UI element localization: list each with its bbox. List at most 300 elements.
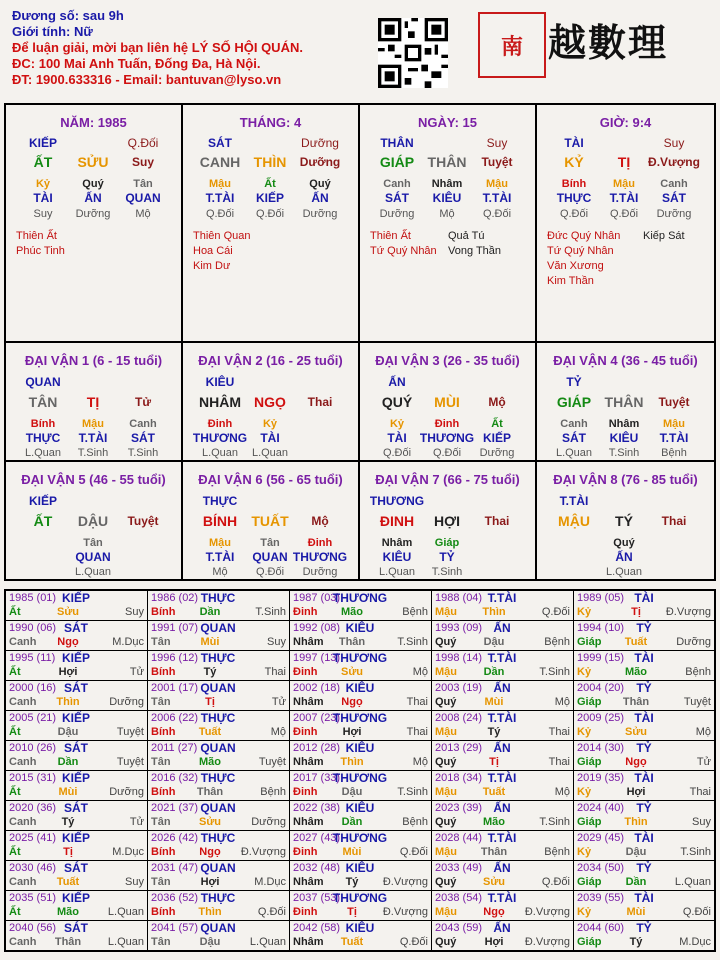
year-ten-god: QUAN xyxy=(200,681,236,695)
year-branch: Dần xyxy=(57,756,79,768)
year-cell[interactable] xyxy=(148,621,290,651)
year-ten-god: SÁT xyxy=(64,681,88,695)
year-stage: Thai xyxy=(548,726,570,738)
year-cell[interactable] xyxy=(432,861,574,891)
luck-cell[interactable] xyxy=(360,343,537,462)
pillar-stem-branch: ẤT xyxy=(33,154,53,170)
year-label: 2020 (36) xyxy=(9,802,57,814)
year-stage: T.Sinh xyxy=(680,846,711,858)
pillar-ten-god: THỰC xyxy=(556,191,592,205)
pillar-ten-god: T.TÀI xyxy=(205,191,235,205)
year-label: 2016 (32) xyxy=(151,772,199,784)
star-name: Vong Thần xyxy=(448,245,502,257)
year-cell[interactable] xyxy=(574,621,714,651)
year-stem: Ất xyxy=(9,906,21,918)
star-name: Kim Dư xyxy=(193,260,231,272)
year-stage: Bệnh xyxy=(544,636,570,648)
pillar-stage: Q.Đối xyxy=(609,208,639,220)
luck-cell[interactable] xyxy=(537,343,714,462)
year-label: 2032 (48) xyxy=(293,862,341,874)
year-branch: Dậu xyxy=(625,846,647,858)
star-name: Quả Tú xyxy=(448,230,485,242)
year-cell[interactable] xyxy=(432,831,574,861)
pillar-stage: Q.Đối xyxy=(255,208,285,220)
year-branch: Mão xyxy=(625,666,647,678)
year-stage: Đ.Vượng xyxy=(524,936,570,948)
year-label: 2017 (33) xyxy=(293,772,341,784)
year-cell[interactable] xyxy=(432,621,574,651)
year-branch: Hợi xyxy=(58,666,78,678)
luck-stage: Bệnh xyxy=(661,447,687,459)
year-label: 2034 (50) xyxy=(577,862,625,874)
year-ten-god: TỶ xyxy=(636,861,652,875)
luck-ten-god: T.TÀI xyxy=(78,431,108,445)
luck-stem-branch: HỢI xyxy=(434,513,460,529)
year-stem: Quý xyxy=(435,936,457,948)
luck-title: ĐẠI VẬN 2 (16 - 25 tuổi) xyxy=(198,353,343,368)
luck-stage: L.Quan xyxy=(201,447,239,459)
year-stage: M.Dục xyxy=(679,936,711,948)
luck-stage: L.Quan xyxy=(378,566,416,578)
year-stem: Đinh xyxy=(293,606,318,618)
year-label: 2042 (58) xyxy=(293,922,341,934)
luck-cell[interactable] xyxy=(360,462,537,579)
year-stage: Tuyệt xyxy=(258,756,286,768)
year-branch: Tý xyxy=(487,726,501,738)
luck-stem-branch: BÍNH xyxy=(202,513,238,529)
pillar-stars xyxy=(370,229,437,259)
luck-stem-branch: TÝ xyxy=(615,513,633,529)
year-stem: Canh xyxy=(9,876,37,888)
pillar-title: THÁNG: 4 xyxy=(239,115,302,130)
year-cell[interactable] xyxy=(148,741,290,771)
year-cell[interactable] xyxy=(432,771,574,801)
pillar-top: Q.Đối xyxy=(127,136,159,150)
year-stage: T.Sinh xyxy=(255,606,286,618)
year-stem: Quý xyxy=(435,636,457,648)
year-stage: Tuyệt xyxy=(116,756,144,768)
luck-hidden-stem: Kỷ xyxy=(262,418,278,430)
year-label: 2037 (53) xyxy=(293,892,341,904)
year-stem: Giáp xyxy=(577,936,602,948)
pillar-stem-branch: SỬU xyxy=(77,154,109,170)
year-stage: Bệnh xyxy=(544,846,570,858)
year-ten-god: ẤN xyxy=(493,621,511,635)
year-cell[interactable] xyxy=(432,681,574,711)
year-label: 2008 (24) xyxy=(435,712,483,724)
pillar-hidden-stem: Canh xyxy=(660,178,688,190)
luck-cell[interactable] xyxy=(183,462,360,579)
pillar-top: THÂN xyxy=(380,136,414,150)
year-label: 2023 (39) xyxy=(435,802,483,814)
year-stem: Kỷ xyxy=(577,786,592,798)
pillar-ten-god: SÁT xyxy=(385,191,409,205)
year-ten-god: ẤN xyxy=(493,801,511,815)
year-label: 2012 (28) xyxy=(293,742,341,754)
year-cell[interactable] xyxy=(432,711,574,741)
luck-stage: T.Sinh xyxy=(77,447,109,459)
star-name: Phúc Tinh xyxy=(16,245,65,257)
luck-title: ĐẠI VẬN 4 (36 - 45 tuổi) xyxy=(553,353,698,368)
year-stem: Tân xyxy=(151,696,171,708)
year-branch: Dần xyxy=(483,666,505,678)
luck-stem-branch: Thai xyxy=(307,395,333,409)
year-stage: Tuyệt xyxy=(116,726,144,738)
year-label: 2038 (54) xyxy=(435,892,483,904)
pillar-stem-branch: Tuyệt xyxy=(481,155,513,169)
pillar-stem-branch: Suy xyxy=(131,155,154,169)
year-cell[interactable] xyxy=(574,771,714,801)
star-name: Kim Thần xyxy=(547,275,594,287)
year-ten-god: SÁT xyxy=(64,921,88,935)
pillar-stage: Q.Đối xyxy=(205,208,235,220)
qr-code-icon[interactable] xyxy=(378,18,448,88)
year-cell[interactable] xyxy=(432,801,574,831)
luck-god: THỰC xyxy=(202,494,238,508)
pillar-title: NĂM: 1985 xyxy=(60,115,127,130)
pillar-title: GIỜ: 9:4 xyxy=(599,115,652,130)
year-ten-god: THƯƠNG xyxy=(332,891,388,905)
year-cell[interactable] xyxy=(6,681,148,711)
year-cell[interactable] xyxy=(148,771,290,801)
year-cell[interactable] xyxy=(148,831,290,861)
luck-stem-branch: ẤT xyxy=(33,513,53,529)
year-stem: Tân xyxy=(151,816,171,828)
year-ten-god: ẤN xyxy=(493,681,511,695)
luck-hidden-stem: Bính xyxy=(30,418,56,430)
year-stem: Nhâm xyxy=(293,636,324,648)
year-stem: Giáp xyxy=(577,636,602,648)
year-cell[interactable] xyxy=(148,681,290,711)
year-cell[interactable] xyxy=(574,741,714,771)
luck-hidden-stem: Mậu xyxy=(82,418,104,430)
year-stage: Thai xyxy=(264,666,286,678)
luck-ten-god: THƯƠNG xyxy=(419,431,475,445)
year-cell[interactable] xyxy=(290,831,432,861)
luck-god: KIÊU xyxy=(205,375,235,389)
year-ten-god: T.TÀI xyxy=(487,591,517,605)
pillar-stem-branch: Dưỡng xyxy=(299,155,341,169)
year-ten-god: KIÊU xyxy=(345,681,375,695)
year-cell[interactable] xyxy=(290,681,432,711)
luck-stage: Mộ xyxy=(212,566,228,578)
luck-hidden-stem: Đinh xyxy=(307,537,333,549)
year-cell[interactable] xyxy=(6,621,148,651)
pillar-hidden-stem: Nhâm xyxy=(431,178,463,190)
pillar-ten-god: QUAN xyxy=(125,191,161,205)
luck-hidden-stem: Đinh xyxy=(434,418,460,430)
luck-ten-god: TÀI xyxy=(387,431,407,445)
pillar-top: Suy xyxy=(663,136,685,150)
year-cell[interactable] xyxy=(290,921,432,951)
luck-stem-branch: MÙI xyxy=(434,394,460,410)
year-ten-god: THƯƠNG xyxy=(332,831,388,845)
luck-stem-branch: Mộ xyxy=(311,514,329,528)
year-stem: Đinh xyxy=(293,906,318,918)
pillar-hidden-stem: Canh xyxy=(383,178,411,190)
luck-stem-branch: ĐINH xyxy=(379,513,415,529)
year-branch: Mùi xyxy=(58,786,78,798)
year-branch: Thìn xyxy=(56,696,80,708)
year-stage: T.Sinh xyxy=(539,666,570,678)
luck-ten-god: TÀI xyxy=(260,431,280,445)
pillar-stage: Dưỡng xyxy=(379,208,415,220)
luck-cell[interactable] xyxy=(6,343,183,462)
year-cell[interactable] xyxy=(148,651,290,681)
year-cell[interactable] xyxy=(574,831,714,861)
year-cell[interactable] xyxy=(290,651,432,681)
year-label: 1987 (03) xyxy=(293,592,341,604)
year-stem: Canh xyxy=(9,936,37,948)
star-name: Thiên Ất xyxy=(370,230,411,242)
pillar-top: KIẾP xyxy=(28,136,57,150)
year-branch: Mùi xyxy=(200,636,220,648)
year-label: 2006 (22) xyxy=(151,712,199,724)
year-branch: Dần xyxy=(625,876,647,888)
luck-stem-branch: THÂN xyxy=(604,394,644,410)
luck-cell[interactable] xyxy=(6,462,183,579)
year-ten-god: ẤN xyxy=(493,921,511,935)
year-cell[interactable] xyxy=(290,621,432,651)
luck-ten-god: T.TÀI xyxy=(659,431,689,445)
year-branch: Tý xyxy=(61,816,75,828)
year-cell[interactable] xyxy=(148,921,290,951)
luck-hidden-stem: Quý xyxy=(613,537,635,549)
year-label: 1997 (13) xyxy=(293,652,341,664)
pillar-ten-god: SÁT xyxy=(662,191,686,205)
year-ten-god: TÀI xyxy=(634,651,654,665)
year-branch: Ngọ xyxy=(625,756,647,768)
year-stage: Tử xyxy=(129,666,144,678)
luck-stage: L.Quan xyxy=(74,566,112,578)
luck-stem-branch: NHÂM xyxy=(199,394,241,410)
year-stage: Đ.Vượng xyxy=(382,876,428,888)
year-stage: Q.Đối xyxy=(399,846,428,858)
year-label: 2028 (44) xyxy=(435,832,483,844)
luck-ten-god: SÁT xyxy=(562,431,586,445)
luck-title: ĐẠI VẬN 3 (26 - 35 tuổi) xyxy=(375,353,520,368)
year-cell[interactable] xyxy=(574,921,714,951)
year-stage: M.Dục xyxy=(254,876,286,888)
luck-hidden-stem: Đinh xyxy=(207,418,233,430)
year-ten-god: T.TÀI xyxy=(487,891,517,905)
year-cell[interactable] xyxy=(148,711,290,741)
year-label: 1991 (07) xyxy=(151,622,199,634)
year-cell[interactable] xyxy=(432,741,574,771)
year-cell[interactable] xyxy=(148,861,290,891)
luck-god: THƯƠNG xyxy=(369,494,425,508)
year-branch: Ngọ xyxy=(57,636,79,648)
luck-hidden-stem: Nhâm xyxy=(608,418,640,430)
year-cell[interactable] xyxy=(6,831,148,861)
year-branch: Dậu xyxy=(341,786,363,798)
year-ten-god: TÀI xyxy=(634,711,654,725)
chart-header xyxy=(12,8,303,88)
year-cell[interactable] xyxy=(290,591,432,621)
pillar-cell xyxy=(537,105,714,343)
year-cell[interactable] xyxy=(6,801,148,831)
year-branch: Tuất xyxy=(198,726,222,738)
year-stage: Đ.Vượng xyxy=(524,906,570,918)
year-label: 2001 (17) xyxy=(151,682,199,694)
year-label: 2009 (25) xyxy=(577,712,625,724)
pillar-cell xyxy=(183,105,360,343)
year-ten-god: KIẾP xyxy=(61,831,91,845)
year-branch: Thìn xyxy=(624,816,648,828)
year-branch: Thìn xyxy=(482,606,506,618)
luck-stem-branch: NGỌ xyxy=(254,394,286,410)
year-cell[interactable] xyxy=(574,651,714,681)
year-label: 1985 (01) xyxy=(9,592,57,604)
year-stem: Bính xyxy=(151,786,176,798)
year-stage: Dưỡng xyxy=(109,786,144,798)
luck-hidden-stem: Kỷ xyxy=(389,418,405,430)
luck-title: ĐẠI VẬN 7 (66 - 75 tuổi) xyxy=(375,472,520,487)
contact-phone-email[interactable]: ĐT: 1900.633316 - Email: bantuvan@lyso.vn xyxy=(12,72,282,87)
year-cell[interactable] xyxy=(574,591,714,621)
year-stage: M.Dục xyxy=(112,846,144,858)
contact-address: ĐC: 100 Mai Anh Tuấn, Đống Đa, Hà Nội. xyxy=(12,56,261,71)
year-stem: Đinh xyxy=(293,666,318,678)
luck-ten-god: QUAN xyxy=(75,550,111,564)
year-ten-god: THƯƠNG xyxy=(332,771,388,785)
year-cell[interactable] xyxy=(574,801,714,831)
year-cell[interactable] xyxy=(290,861,432,891)
pillar-title: NGÀY: 15 xyxy=(418,115,477,130)
year-cell[interactable] xyxy=(432,591,574,621)
luck-cell[interactable] xyxy=(183,343,360,462)
pillar-stars-2 xyxy=(643,229,685,244)
year-cell[interactable] xyxy=(432,921,574,951)
pillar-stars xyxy=(547,229,620,289)
year-cell[interactable] xyxy=(290,801,432,831)
year-branch: Dần xyxy=(199,606,221,618)
year-ten-god: T.TÀI xyxy=(487,771,517,785)
pillar-ten-god: T.TÀI xyxy=(482,191,512,205)
year-stem: Mậu xyxy=(435,846,457,858)
year-branch: Mão xyxy=(341,606,363,618)
year-cell[interactable] xyxy=(290,771,432,801)
year-label: 1996 (12) xyxy=(151,652,199,664)
luck-stage: L.Quan xyxy=(251,447,289,459)
year-ten-god: KIÊU xyxy=(345,861,375,875)
year-ten-god: T.TÀI xyxy=(487,711,517,725)
year-stage: Đ.Vượng xyxy=(240,846,286,858)
year-stage: Q.Đối xyxy=(257,906,286,918)
pillar-hidden-stem: Mậu xyxy=(209,178,231,190)
year-cell[interactable] xyxy=(6,891,148,921)
year-branch: Thân xyxy=(196,786,224,798)
luck-title: ĐẠI VẬN 1 (6 - 15 tuổi) xyxy=(24,353,163,368)
year-cell[interactable] xyxy=(290,741,432,771)
year-label: 1998 (14) xyxy=(435,652,483,664)
pillar-top: Suy xyxy=(486,136,508,150)
year-cell[interactable] xyxy=(6,921,148,951)
year-branch: Tuất xyxy=(56,876,80,888)
year-cell[interactable] xyxy=(6,651,148,681)
luck-hidden-stem: Giáp xyxy=(434,537,460,549)
year-cell[interactable] xyxy=(432,891,574,921)
luck-stage: T.Sinh xyxy=(127,447,159,459)
year-label: 2039 (55) xyxy=(577,892,625,904)
year-stem: Tân xyxy=(151,636,171,648)
year-branch: Hợi xyxy=(626,786,646,798)
year-ten-god: THỰC xyxy=(200,651,236,665)
pillar-ten-god: KIÊU xyxy=(432,191,462,205)
year-label: 2031 (47) xyxy=(151,862,199,874)
luck-god: ẤN xyxy=(388,375,406,389)
year-branch: Dần xyxy=(341,816,363,828)
year-cell[interactable] xyxy=(148,801,290,831)
year-branch: Hợi xyxy=(342,726,362,738)
year-branch: Tị xyxy=(631,606,641,618)
year-stem: Tân xyxy=(151,756,171,768)
pillar-stem-branch: TỊ xyxy=(617,154,631,170)
pillar-cell xyxy=(6,105,183,343)
pillar-cell xyxy=(360,105,537,343)
year-cell[interactable] xyxy=(574,861,714,891)
pillar-ten-god: KIẾP xyxy=(255,191,284,205)
year-branch: Tị xyxy=(205,696,215,708)
year-cell[interactable] xyxy=(6,741,148,771)
year-cell[interactable] xyxy=(574,891,714,921)
year-ten-god: TỶ xyxy=(636,681,652,695)
star-name: Tứ Quý Nhân xyxy=(370,245,437,257)
year-cell[interactable] xyxy=(6,771,148,801)
year-stage: Bệnh xyxy=(402,606,428,618)
year-stage: L.Quan xyxy=(674,876,711,888)
year-branch: Thân xyxy=(54,936,82,948)
year-stage: Q.Đối xyxy=(399,936,428,948)
luck-cell[interactable] xyxy=(537,462,714,579)
pillar-top: SÁT xyxy=(208,136,232,150)
year-ten-god: KIẾP xyxy=(61,771,91,785)
year-ten-god: T.TÀI xyxy=(487,651,517,665)
year-cell[interactable] xyxy=(6,711,148,741)
year-cell[interactable] xyxy=(148,591,290,621)
year-cell[interactable] xyxy=(6,591,148,621)
year-label: 2002 (18) xyxy=(293,682,341,694)
year-ten-god: QUAN xyxy=(200,861,236,875)
luck-stem-branch: DẬU xyxy=(77,513,109,529)
year-label: 1993 (09) xyxy=(435,622,483,634)
year-stem: Bính xyxy=(151,906,176,918)
luck-stage: Q.Đối xyxy=(255,566,285,578)
pillar-stem-branch: GIÁP xyxy=(379,154,415,170)
year-stage: Q.Đối xyxy=(541,606,570,618)
luck-ten-god: QUAN xyxy=(252,550,288,564)
year-label: 2040 (56) xyxy=(9,922,57,934)
year-stem: Mậu xyxy=(435,606,457,618)
year-ten-god: THƯƠNG xyxy=(332,711,388,725)
year-branch: Tị xyxy=(347,906,357,918)
year-cell[interactable] xyxy=(290,711,432,741)
year-cell[interactable] xyxy=(574,711,714,741)
year-branch: Ngọ xyxy=(199,846,221,858)
luck-stem-branch: QUÝ xyxy=(381,394,413,410)
year-branch: Mùi xyxy=(626,906,646,918)
year-cell[interactable] xyxy=(432,651,574,681)
year-cell[interactable] xyxy=(290,891,432,921)
luck-hidden-stem: Nhâm xyxy=(381,537,413,549)
year-label: 1999 (15) xyxy=(577,652,625,664)
pillar-stage: Dưỡng xyxy=(302,208,338,220)
year-branch: Ngọ xyxy=(341,696,363,708)
year-cell[interactable] xyxy=(148,891,290,921)
luck-stem-branch: Mộ xyxy=(488,395,506,409)
year-cell[interactable] xyxy=(574,681,714,711)
year-cell[interactable] xyxy=(6,861,148,891)
